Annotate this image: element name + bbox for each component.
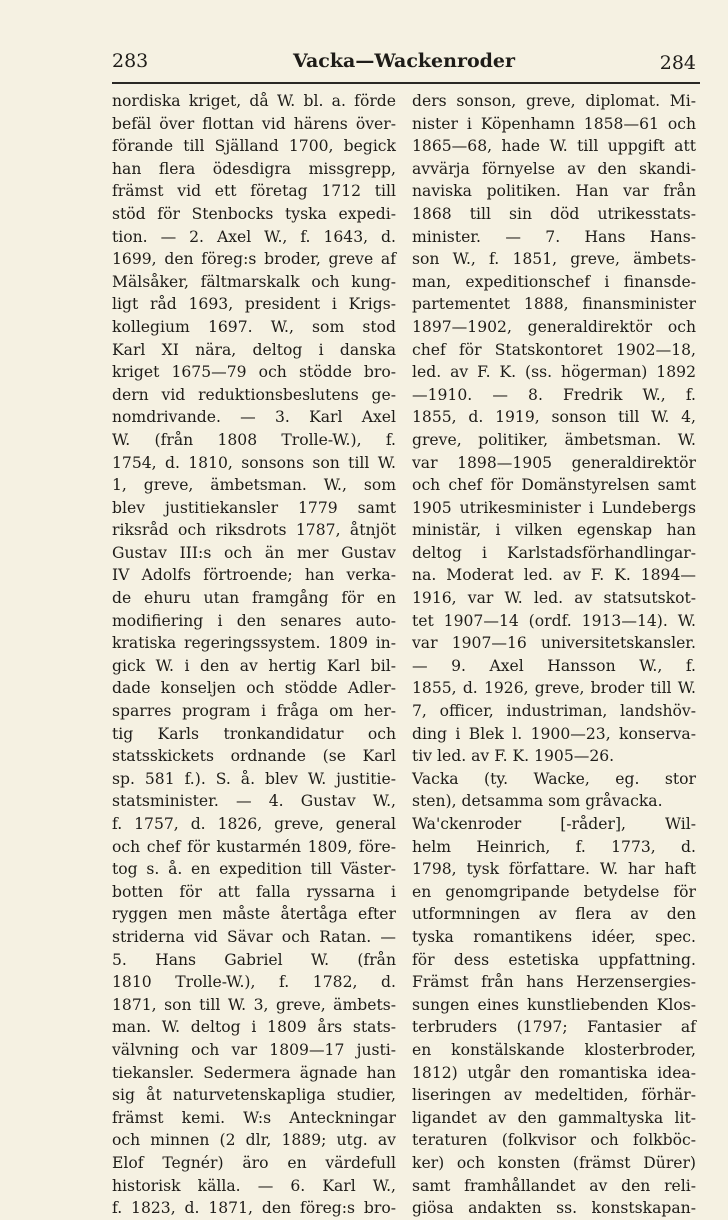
page-number-left: 283 — [112, 50, 149, 72]
text-line: tion. — 2. Axel W., f. 1643, d. — [112, 227, 396, 246]
text-line: en genomgripande betydelse för — [412, 882, 696, 901]
text-line: ligandet av den gammaltyska lit- — [412, 1108, 696, 1127]
text-line: 1812) utgår den romantiska idea- — [412, 1063, 696, 1082]
text-line: och minnen (2 dlr, 1889; utg. av — [112, 1131, 396, 1150]
text-line: Elof Tegnér) äro en värdefull — [112, 1153, 396, 1172]
text-line: tyska romantikens idéer, spec. — [412, 927, 696, 946]
text-line: och chef för Domänstyrelsen samt — [412, 476, 696, 495]
text-line: ministär, i vilken egenskap han — [412, 521, 696, 540]
text-line: tig Karls tronkandidatur och — [112, 724, 396, 743]
text-line: modifiering i den senares auto- — [112, 611, 396, 630]
text-line: tiv led. av F. K. 1905—26. — [412, 747, 615, 766]
text-line: kriget 1675—79 och stödde bro- — [112, 363, 396, 382]
text-line: befäl över flottan vid härens över- — [112, 114, 396, 133]
text-line: partementet 1888, finansminister — [412, 295, 696, 314]
text-line: nister i Köpenhamn 1858—61 och — [412, 114, 696, 133]
text-line: Främst från hans Herzensergies- — [412, 973, 696, 992]
text-line: ker) och konsten (främst Dürer) — [412, 1153, 696, 1172]
text-line: kratiska regeringssystem. 1809 in- — [112, 634, 396, 653]
text-line: sten), detsamma som gråvacka. — [412, 792, 663, 811]
page-header — [112, 50, 696, 78]
text-line: och chef för kustarmén 1809, före- — [112, 837, 396, 856]
text-line: var 1907—16 universitetskansler. — [412, 634, 696, 653]
text-line: blev justitiekansler 1779 samt — [112, 498, 396, 517]
text-line: ders sonson, greve, diplomat. Mi- — [412, 92, 696, 110]
left-column — [112, 90, 396, 1220]
text-line: son W., f. 1851, greve, ämbets- — [412, 250, 696, 269]
text-line: 1871, son till W. 3, greve, ämbets- — [112, 995, 396, 1014]
text-line: främst vid ett företag 1712 till — [112, 182, 396, 201]
text-line: ding i Blek l. 1900—23, konserva- — [412, 724, 696, 743]
text-line: 1798, tysk författare. W. har haft — [412, 860, 696, 879]
text-line: sp. 581 f.). S. å. blev W. justitie- — [112, 769, 396, 788]
text-line: för dess estetiska uppfattning. — [412, 950, 696, 969]
text-line: 1754, d. 1810, sonsons son till W. — [112, 453, 396, 472]
text-line: samt framhållandet av den reli- — [412, 1176, 696, 1195]
text-line: nomdrivande. — 3. Karl Axel — [112, 408, 396, 427]
text-line: ryggen men måste återtåga efter — [112, 905, 396, 924]
text-line: Gustav III:s och än mer Gustav — [112, 543, 396, 562]
text-line: W. (från 1808 Trolle-W.), f. — [112, 430, 396, 449]
text-line: deltog i Karlstadsförhandlingar- — [412, 543, 696, 562]
text-line: f. 1757, d. 1826, greve, general — [112, 815, 396, 833]
text-line: välvning och var 1809—17 justi- — [112, 1040, 396, 1059]
text-line: helm Heinrich, f. 1773, d. — [412, 837, 696, 856]
page-number-right: 284 — [659, 52, 696, 74]
header-rule — [112, 82, 700, 84]
text-line: greve, politiker, ämbetsman. W. — [412, 430, 696, 449]
text-line: —1910. — 8. Fredrik W., f. — [412, 385, 696, 404]
text-line: sig åt naturvetenskapliga studier, — [112, 1086, 396, 1105]
text-line: förande till Själland 1700, begick — [112, 137, 396, 156]
text-line: sungen eines kunstliebenden Klos- — [412, 995, 696, 1014]
text-line: var 1898—1905 generaldirektör — [412, 453, 696, 472]
text-line: tog s. å. en expedition till Väster- — [112, 860, 396, 879]
text-line: Wa'ckenroder [-råder], Wil- — [412, 815, 696, 833]
text-line: tiekansler. Sedermera ägnade han — [112, 1063, 396, 1082]
text-line: 1865—68, hade W. till uppgift att — [412, 137, 696, 156]
text-line: 7, officer, industriman, landshöv- — [412, 702, 696, 721]
text-line: nordiska kriget, då W. bl. a. förde — [112, 92, 396, 110]
text-line: historisk källa. — 6. Karl W., — [112, 1176, 396, 1195]
text-line: statsskickets ordnande (se Karl — [112, 747, 396, 766]
text-line: utformningen av flera av den — [412, 905, 696, 924]
right-column — [412, 90, 696, 1220]
text-line: 1916, var W. led. av statsutskot- — [412, 589, 696, 608]
text-line: dade konseljen och stödde Adler- — [112, 679, 396, 698]
text-line: minister. — 7. Hans Hans- — [412, 227, 696, 246]
text-line: dern vid reduktionsbeslutens ge- — [112, 385, 396, 404]
text-line: stöd för Stenbocks tyska expedi- — [112, 204, 396, 223]
text-line: tet 1907—14 (ordf. 1913—14). W. — [412, 611, 696, 630]
text-line: man, expeditionschef i finansde- — [412, 272, 696, 291]
text-line: kollegium 1697. W., som stod — [112, 317, 396, 336]
text-line: teraturen (folkvisor och folkböc- — [412, 1131, 696, 1150]
text-line: liseringen av medeltiden, förhär- — [412, 1086, 696, 1105]
text-line: Mälsåker, fältmarskalk och kung- — [112, 272, 396, 291]
text-line: 1855, d. 1919, sonson till W. 4, — [412, 408, 696, 427]
text-line: han flera ödesdigra missgrepp, — [112, 159, 396, 178]
text-line: na. Moderat led. av F. K. 1894— — [412, 566, 696, 585]
text-line: giösa andakten ss. konstskapan- — [412, 1199, 696, 1218]
text-line: avvärja förnyelse av den skandi- — [412, 159, 696, 178]
text-line: led. av F. K. (ss. högerman) 1892 — [412, 363, 696, 382]
text-line: 1810 Trolle-W.), f. 1782, d. — [112, 973, 396, 992]
text-line: främst kemi. W:s Anteckningar — [112, 1108, 396, 1127]
text-line: Karl XI nära, deltog i danska — [112, 340, 396, 359]
text-line: de ehuru utan framgång för en — [112, 589, 396, 608]
text-line: chef för Statskontoret 1902—18, — [412, 340, 696, 359]
text-line: Vacka (ty. Wacke, eg. stor — [412, 769, 696, 788]
text-line: botten för att falla ryssarna i — [112, 882, 396, 901]
text-line: ligt råd 1693, president i Krigs- — [112, 295, 396, 314]
text-line: statsminister. — 4. Gustav W., — [112, 792, 396, 811]
text-line: gick W. i den av hertig Karl bil- — [112, 656, 396, 675]
text-line: 1855, d. 1926, greve, broder till W. — [412, 679, 696, 698]
text-line: man. W. deltog i 1809 års stats- — [112, 1018, 396, 1037]
text-line: terbruders (1797; Fantasier af — [412, 1018, 696, 1037]
text-line: 1905 utrikesminister i Lundebergs — [412, 498, 696, 517]
text-line: sparres program i fråga om her- — [112, 702, 396, 721]
text-line: en konstälskande klosterbroder, — [412, 1040, 696, 1059]
text-line: IV Adolfs förtroende; han verka- — [112, 566, 396, 585]
text-line: naviska politiken. Han var från — [412, 182, 696, 201]
text-line: f. 1823, d. 1871, den föreg:s bro- — [112, 1199, 396, 1218]
running-title: Vacka—Wackenroder — [292, 50, 516, 72]
text-line: 5. Hans Gabriel W. (från — [112, 950, 396, 969]
text-line: 1868 till sin död utrikesstats- — [412, 204, 696, 223]
text-line: — 9. Axel Hansson W., f. — [412, 656, 696, 675]
text-line: striderna vid Sävar och Ratan. — — [112, 927, 396, 946]
text-line: 1, greve, ämbetsman. W., som — [112, 476, 396, 495]
text-line: 1699, den föreg:s broder, greve af — [112, 250, 396, 269]
text-line: riksråd och riksdrots 1787, åtnjöt — [112, 521, 396, 540]
text-line: 1897—1902, generaldirektör och — [412, 317, 696, 336]
